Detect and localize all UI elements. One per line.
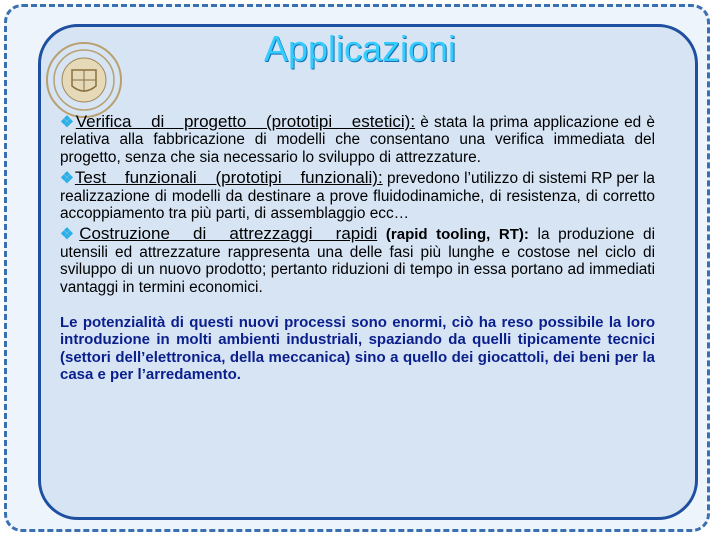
item-text: è stata la prima applicazione ed è relativa alla fabbricazione di modelli che consentano una verifica immediata del progetto, senza che sia necessario lo sviluppo di attrezzature. (60, 114, 655, 166)
diamond-bullet-icon: ❖ (60, 170, 74, 188)
closing-paragraph: Le potenzialità di questi nuovi processi sono enormi, ciò ha reso possibile la loro introduzione in molti ambienti industriali, spaziando da quelli tipicamente tecnici (settori dell’elettronica, della meccanica) sino a quello dei giocattoli, dei beni per la casa e per l’arredamento. (60, 314, 655, 384)
item-heading: Verifica di progetto (prototipi estetici): (75, 112, 416, 131)
item-heading: Costruzione di attrezzaggi rapidi (79, 224, 378, 244)
diamond-bullet-icon: ❖ (60, 226, 79, 244)
diamond-bullet-icon: ❖ (60, 114, 75, 131)
list-item-verifica (60, 113, 655, 166)
list-item-test-funzionali (60, 169, 655, 222)
slide-title: Applicazioni (263, 28, 457, 69)
item-heading: Test funzionali (prototipi funzionali): (74, 168, 383, 188)
slide-content (60, 113, 655, 399)
item-text: la produzione di utensili ed attrezzature rappresenta una delle fasi più lunghe e costose nel ciclo di sviluppo di un nuovo prodotto; pertanto riduzioni di tempo in essa portano ad immediati vantaggi in termini economici. (60, 226, 655, 296)
list-item-costruzione (60, 225, 655, 296)
item-note: (rapid tooling, RT): (385, 226, 529, 244)
item-text: prevedono l’utilizzo di sistemi RP per la realizzazione di modelli da destinare a prove fluidodinamiche, di resistenza, di corretto accoppiamento tra più parti, di assemblaggio ecc… (60, 170, 655, 223)
